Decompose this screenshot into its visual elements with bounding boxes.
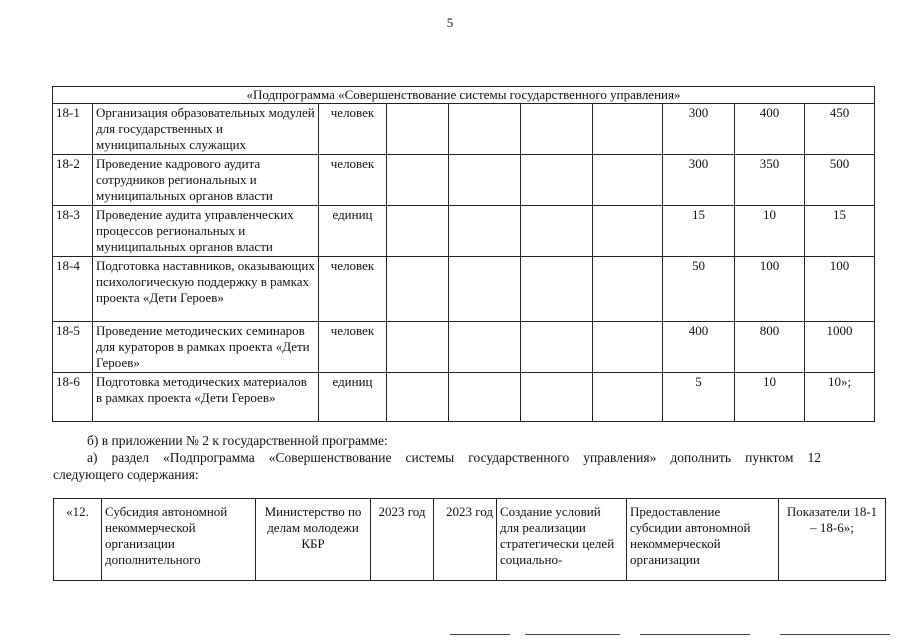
row-value-2: 400 bbox=[735, 104, 805, 155]
row-number: 18-5 bbox=[53, 322, 93, 373]
row-value-1: 5 bbox=[663, 373, 735, 422]
subprogram-heading: «Подпрограмма «Совершенствование системы государственного управления» bbox=[53, 87, 875, 104]
row-value-1: 15 bbox=[663, 206, 735, 257]
empty-cell bbox=[593, 322, 663, 373]
empty-cell bbox=[521, 104, 593, 155]
table-row bbox=[53, 155, 875, 206]
empty-cell bbox=[387, 373, 449, 422]
row-value-3: 15 bbox=[805, 206, 875, 257]
empty-cell bbox=[449, 257, 521, 322]
row-number: 18-2 bbox=[53, 155, 93, 206]
row-value-2: 800 bbox=[735, 322, 805, 373]
row-name: Проведение кадрового аудита сотрудников региональных и муниципальных органов власти bbox=[93, 155, 319, 206]
row-value-2: 10 bbox=[735, 206, 805, 257]
row-name: Подготовка методических материалов в рамках проекта «Дети Героев» bbox=[93, 373, 319, 422]
empty-cell bbox=[449, 322, 521, 373]
item-goal: Создание условий для реализации стратегически целей социально- bbox=[497, 499, 627, 581]
empty-cell bbox=[387, 155, 449, 206]
empty-cell bbox=[387, 322, 449, 373]
row-number: 18-6 bbox=[53, 373, 93, 422]
row-value-1: 400 bbox=[663, 322, 735, 373]
empty-cell bbox=[387, 257, 449, 322]
item-executor: Министерство по делам молодежи КБР bbox=[256, 499, 371, 581]
row-value-2: 10 bbox=[735, 373, 805, 422]
row-value-3: 10»; bbox=[805, 373, 875, 422]
row-number: 18-1 bbox=[53, 104, 93, 155]
table-row bbox=[53, 373, 875, 422]
page-number: 5 bbox=[446, 15, 454, 30]
item-end-year: 2023 год bbox=[434, 499, 497, 581]
table-row bbox=[54, 499, 886, 581]
empty-cell bbox=[593, 257, 663, 322]
table-row bbox=[53, 104, 875, 155]
empty-cell bbox=[521, 257, 593, 322]
row-value-1: 300 bbox=[663, 155, 735, 206]
item-result: Предоставление субсидии автономной некоммерческой организации bbox=[627, 499, 779, 581]
empty-cell bbox=[521, 373, 593, 422]
row-name: Проведение методических семинаров для кураторов в рамках проекта «Дети Героев» bbox=[93, 322, 319, 373]
item-start-year: 2023 год bbox=[371, 499, 434, 581]
row-value-1: 50 bbox=[663, 257, 735, 322]
row-name: Проведение аудита управленческих процессов региональных и муниципальных органов власти bbox=[93, 206, 319, 257]
row-unit: человек bbox=[319, 104, 387, 155]
indicators-table bbox=[52, 86, 875, 422]
empty-cell bbox=[593, 373, 663, 422]
row-unit: единиц bbox=[319, 206, 387, 257]
row-unit: человек bbox=[319, 322, 387, 373]
empty-cell bbox=[521, 322, 593, 373]
empty-cell bbox=[593, 104, 663, 155]
paragraph-section: а) раздел «Подпрограмма «Совершенствование системы государственного управления» дополнить пунктом 12 bbox=[87, 450, 821, 465]
paragraph-appendix: б) в приложении № 2 к государственной программе: bbox=[87, 433, 388, 448]
footer-scan-mark bbox=[640, 634, 750, 635]
table-row bbox=[53, 206, 875, 257]
row-unit: единиц bbox=[319, 373, 387, 422]
row-unit: человек bbox=[319, 155, 387, 206]
table-row bbox=[53, 257, 875, 322]
paragraph-content: следующего содержания: bbox=[53, 467, 199, 482]
row-value-3: 100 bbox=[805, 257, 875, 322]
row-number: 18-3 bbox=[53, 206, 93, 257]
row-value-3: 1000 bbox=[805, 322, 875, 373]
empty-cell bbox=[521, 206, 593, 257]
row-value-2: 100 bbox=[735, 257, 805, 322]
indicators-table-body bbox=[53, 104, 875, 422]
empty-cell bbox=[387, 206, 449, 257]
row-number: 18-4 bbox=[53, 257, 93, 322]
row-value-3: 450 bbox=[805, 104, 875, 155]
row-name: Подготовка наставников, оказывающих психологическую поддержку в рамках проекта «Дети Героев» bbox=[93, 257, 319, 322]
footer-scan-mark bbox=[525, 634, 620, 635]
row-value-2: 350 bbox=[735, 155, 805, 206]
item-indicators: Показатели 18-1 – 18-6»; bbox=[779, 499, 886, 581]
empty-cell bbox=[449, 373, 521, 422]
row-value-1: 300 bbox=[663, 104, 735, 155]
footer-scan-mark bbox=[780, 634, 890, 635]
empty-cell bbox=[387, 104, 449, 155]
appendix-table bbox=[53, 498, 886, 581]
empty-cell bbox=[449, 104, 521, 155]
row-name: Организация образовательных модулей для государственных и муниципальных служащих bbox=[93, 104, 319, 155]
row-unit: человек bbox=[319, 257, 387, 322]
empty-cell bbox=[593, 155, 663, 206]
empty-cell bbox=[449, 155, 521, 206]
item-number: «12. bbox=[54, 499, 102, 581]
empty-cell bbox=[593, 206, 663, 257]
item-name: Субсидия автономной некоммерческой организации дополнительного bbox=[102, 499, 256, 581]
empty-cell bbox=[521, 155, 593, 206]
empty-cell bbox=[449, 206, 521, 257]
table-row bbox=[53, 322, 875, 373]
subprogram-heading-row bbox=[53, 87, 875, 104]
footer-scan-mark bbox=[450, 634, 510, 635]
row-value-3: 500 bbox=[805, 155, 875, 206]
